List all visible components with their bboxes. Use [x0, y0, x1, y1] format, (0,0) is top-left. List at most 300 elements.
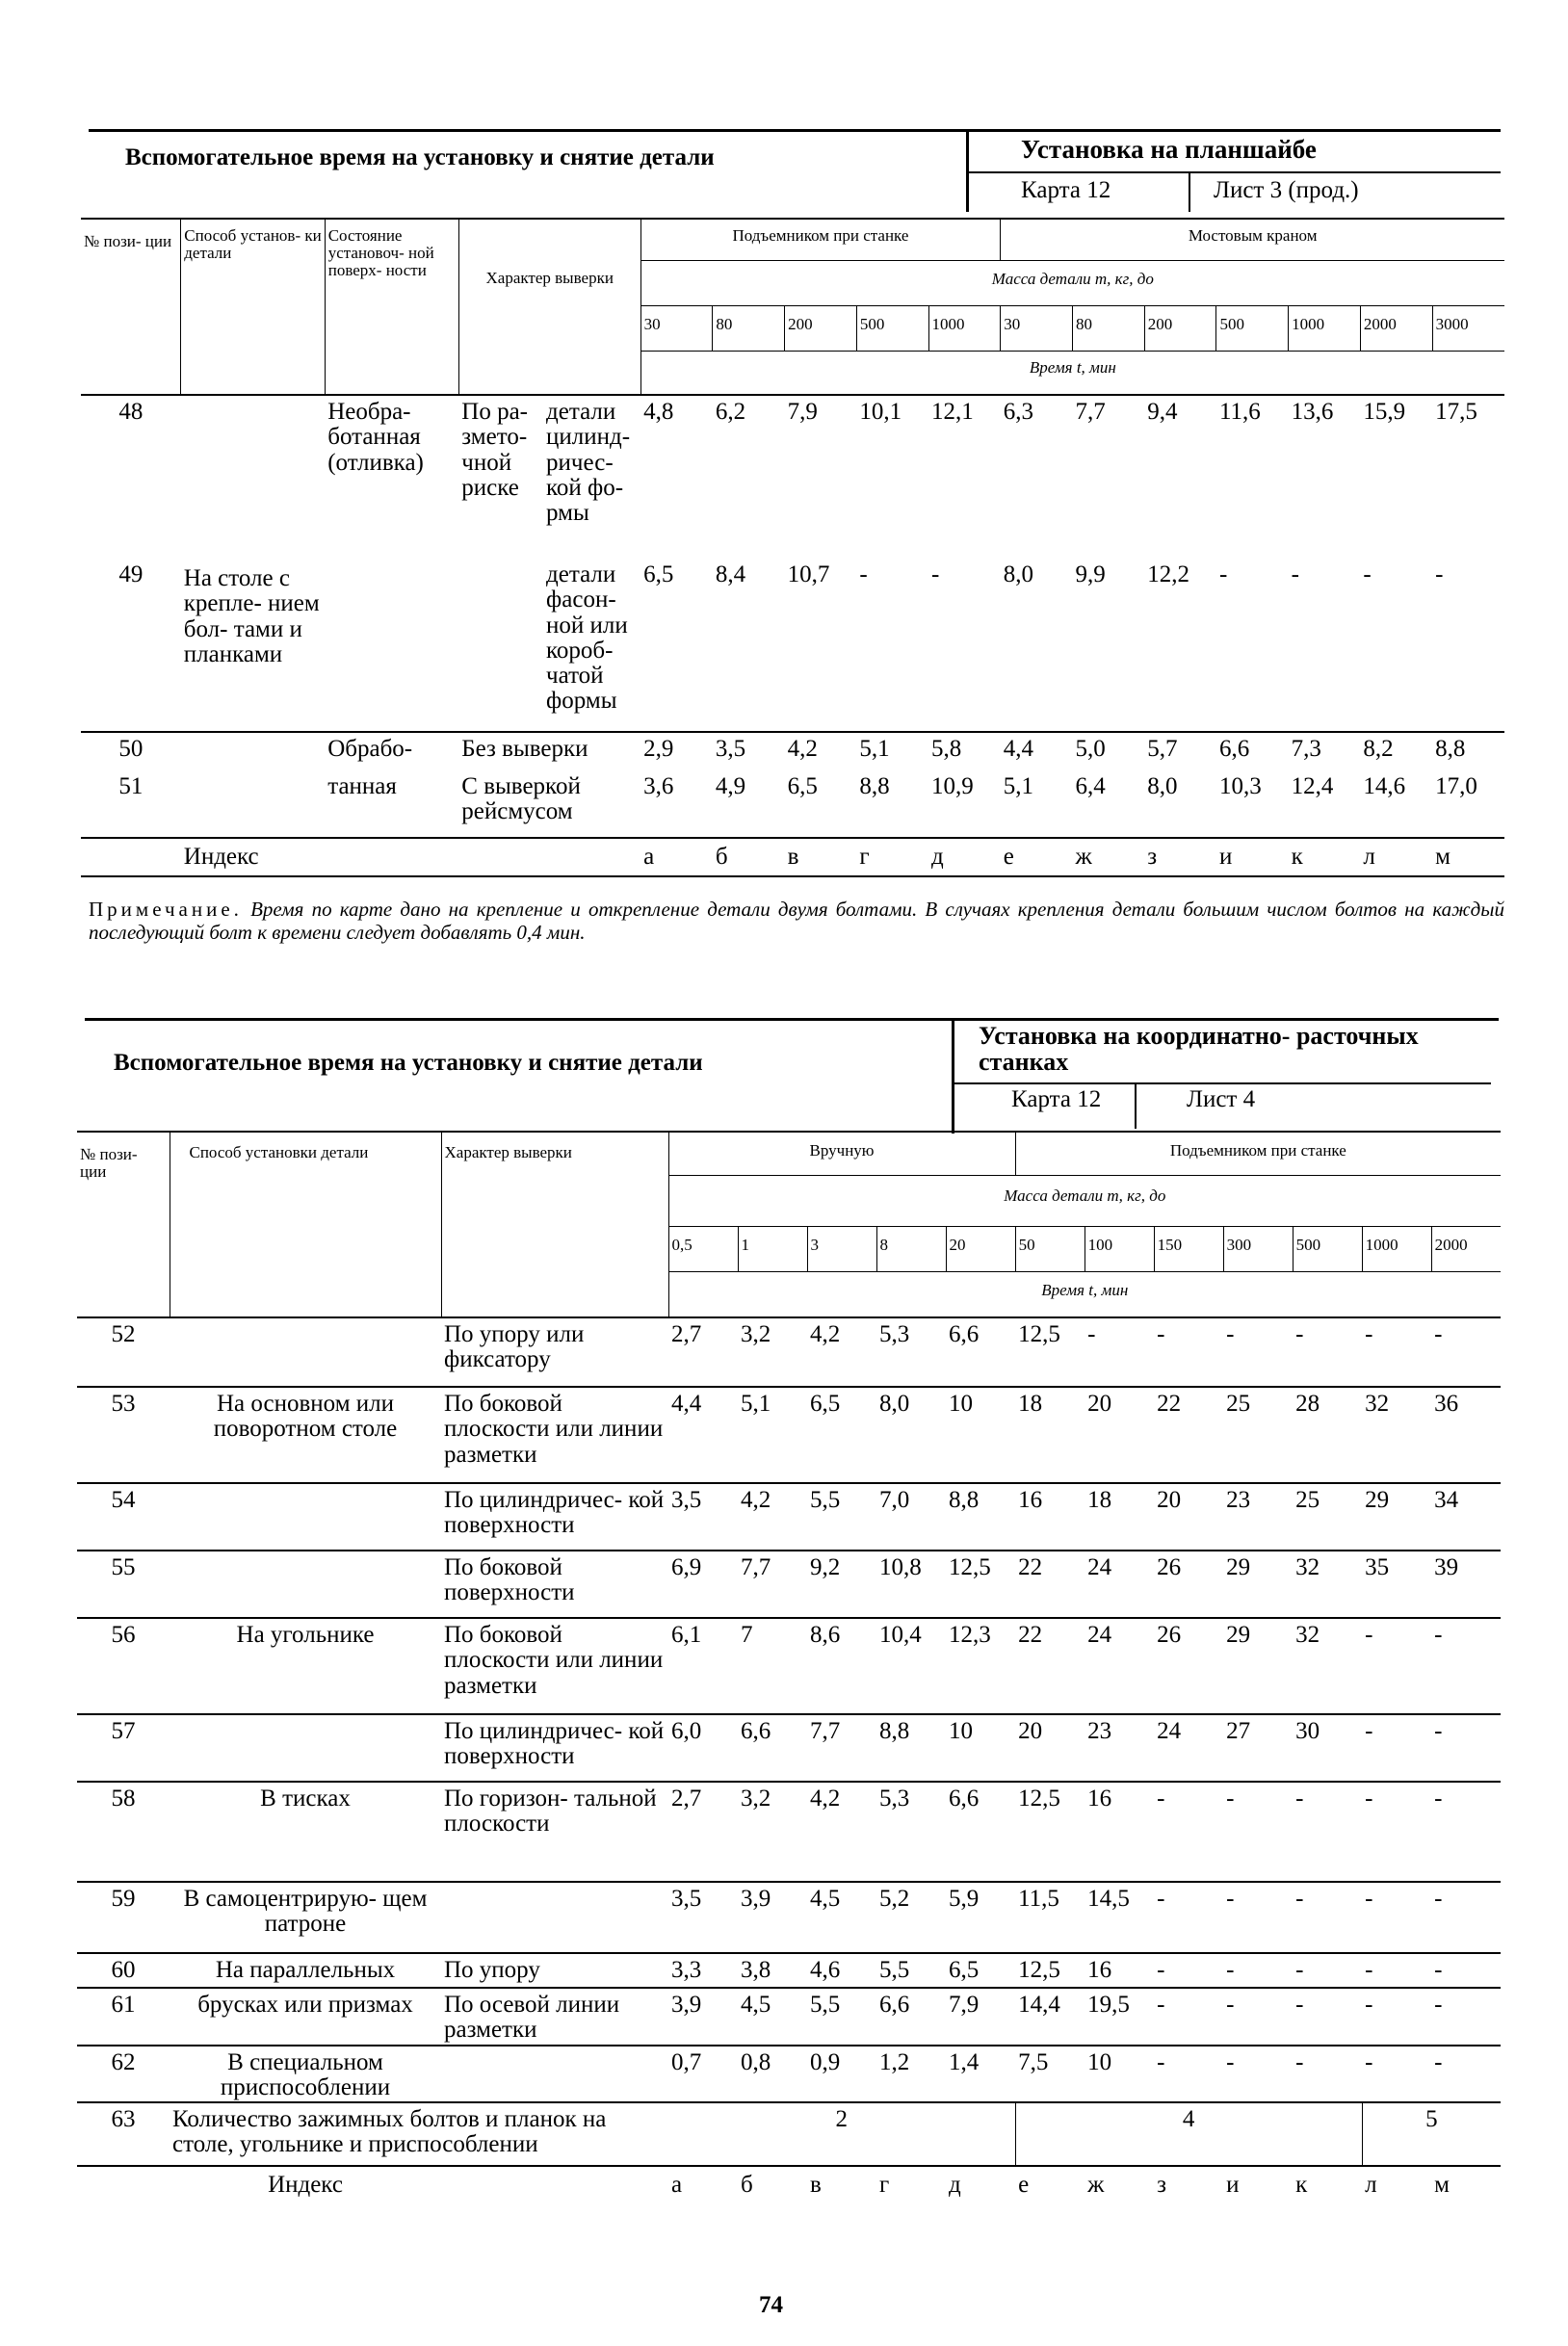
time-value: 32: [1295, 1622, 1320, 1648]
time-value: -: [1295, 2049, 1304, 2075]
time-value: 29: [1365, 1487, 1390, 1513]
table-row: [77, 1988, 1501, 2046]
time-value: 10,3: [1218, 773, 1262, 799]
install-method: На параллельных: [215, 1957, 396, 1983]
install-method: На основном или поворотном столе: [213, 1391, 398, 1443]
time-value: 19,5: [1087, 1992, 1130, 2018]
t2-block-title: Установка на координатно- расточных станках: [979, 1022, 1419, 1077]
time-value: 20: [1018, 1718, 1043, 1744]
time-value: 0,7: [671, 2049, 702, 2075]
index-letter: в: [810, 2171, 822, 2198]
time-value: -: [1295, 1786, 1304, 1812]
check-type: [458, 559, 640, 732]
time-value: 5,9: [949, 1886, 980, 1912]
time-value: -: [1087, 1321, 1096, 1347]
t2-mass-col: 2000: [1431, 1227, 1501, 1272]
t1-col-time: Время t, мин: [640, 352, 1504, 396]
check-type: По цилиндричес- кой поверхности: [444, 1487, 665, 1539]
time-value: 7,5: [1018, 2049, 1049, 2075]
install-method: [181, 732, 325, 770]
install-method: [170, 1551, 441, 1618]
time-value: 22: [1018, 1622, 1043, 1648]
position-number: 55: [111, 1554, 136, 1580]
time-value: 8,8: [879, 1718, 910, 1744]
t2-mass-col: 500: [1293, 1227, 1362, 1272]
check-type-b: детали фасон- ной или короб- чатой формы: [546, 561, 628, 715]
t2-col-time: Время t, мин: [668, 1272, 1501, 1318]
time-value: 10: [1087, 2049, 1112, 2075]
time-value: 17,0: [1435, 773, 1477, 799]
install-method: [170, 1714, 441, 1782]
time-value: 14,4: [1018, 1992, 1060, 2018]
t1-mass-col: 200: [785, 306, 857, 352]
time-value: -: [1295, 1957, 1304, 1983]
time-value: 3,5: [671, 1487, 702, 1513]
note: [89, 898, 1504, 944]
index-label: Индекс: [183, 844, 259, 870]
time-value: 11,5: [1018, 1886, 1059, 1912]
time-value: 6,5: [949, 1957, 980, 1983]
time-value: 9,9: [1075, 561, 1106, 587]
position-number: 49: [118, 561, 144, 587]
time-value: 28: [1295, 1391, 1320, 1417]
time-value: -: [1434, 2049, 1443, 2075]
time-value: -: [1365, 1957, 1373, 1983]
time-value: -: [1434, 1786, 1443, 1812]
time-value: 29: [1226, 1622, 1251, 1648]
install-method: [170, 1317, 441, 1387]
note-text: Время по карте дано на крепление и открепление детали двумя болтами. В случаях крепления детали большим числом болтов на каждый последующий болт к времени следует добавлять 0,4 мин.: [89, 898, 1504, 945]
index-letter: и: [1226, 2171, 1240, 2198]
time-value: 12,5: [1018, 1957, 1060, 1983]
time-value: 26: [1157, 1554, 1182, 1580]
time-value: -: [1157, 1886, 1165, 1912]
time-value: 6,6: [949, 1786, 980, 1812]
t1-mass-col: 200: [1144, 306, 1216, 352]
time-value: -: [1226, 1321, 1235, 1347]
check-type: По горизон- тальной плоскости: [444, 1786, 657, 1838]
time-value: -: [1434, 1957, 1443, 1983]
time-value: 4,2: [810, 1321, 841, 1347]
time-value: -: [1157, 1321, 1165, 1347]
time-value: 22: [1157, 1391, 1182, 1417]
t1-col-crane: Мостовым краном: [1001, 219, 1504, 261]
time-value: 6,1: [671, 1622, 702, 1648]
check-type: С выверкой рейсмусом: [461, 773, 581, 825]
position-number: 62: [111, 2049, 136, 2075]
time-value: -: [1365, 1718, 1373, 1744]
table-row: [77, 1882, 1501, 1953]
time-value: 10,9: [931, 773, 974, 799]
time-value: 6,4: [1075, 773, 1106, 799]
install-method: брусках или призмах: [197, 1992, 413, 2018]
time-value: 8,6: [810, 1622, 841, 1648]
time-value: 32: [1365, 1391, 1390, 1417]
time-value: -: [859, 561, 868, 587]
table-row: [77, 1551, 1501, 1618]
bolts-count-label: Количество зажимных болтов и планок на столе, угольнике и приспособлении: [172, 2105, 607, 2157]
time-value: 2,9: [643, 736, 674, 762]
time-value: 24: [1087, 1622, 1112, 1648]
time-value: 3,2: [741, 1321, 771, 1347]
time-value: 12,1: [931, 399, 974, 425]
table-row: [81, 770, 1504, 838]
table-row: [77, 1483, 1501, 1551]
table-row: [77, 2046, 1501, 2102]
time-value: 32: [1295, 1554, 1320, 1580]
time-value: -: [1434, 1718, 1443, 1744]
time-value: 4,6: [810, 1957, 841, 1983]
time-value: 36: [1434, 1391, 1459, 1417]
time-value: 10,4: [879, 1622, 922, 1648]
time-value: 3,8: [741, 1957, 771, 1983]
time-value: -: [1365, 1786, 1373, 1812]
index-letter: и: [1218, 844, 1233, 870]
time-value: -: [1434, 1992, 1443, 2018]
index-letter: а: [643, 844, 655, 870]
time-value: 0,8: [741, 2049, 771, 2075]
position-number: 58: [111, 1786, 136, 1812]
index-letter: д: [931, 844, 944, 870]
index-letter: д: [949, 2171, 961, 2198]
time-value: 10,8: [879, 1554, 922, 1580]
time-value: 8,8: [859, 773, 890, 799]
index-letter: г: [879, 2171, 890, 2198]
time-value: 6,2: [715, 399, 746, 425]
time-value: 23: [1226, 1487, 1251, 1513]
time-value: 4,4: [1003, 736, 1034, 762]
install-method: В тисках: [260, 1786, 351, 1812]
time-value: 25: [1226, 1391, 1251, 1417]
t1-block-title: Установка на планшайбе: [1021, 135, 1317, 164]
position-number: 59: [111, 1886, 136, 1912]
t2-col-method: Способ установки детали: [170, 1132, 441, 1317]
check-type: [458, 395, 640, 559]
time-value: 12,4: [1291, 773, 1334, 799]
t1-col-hoist: Подъемником при станке: [640, 219, 1001, 261]
time-value: -: [1365, 2049, 1373, 2075]
time-value: 23: [1087, 1718, 1112, 1744]
time-value: 7,7: [741, 1554, 771, 1580]
index-spacer: [81, 838, 181, 876]
time-value: 9,4: [1147, 399, 1178, 425]
index-letter: м: [1435, 844, 1450, 870]
bolts-count-a: 2: [668, 2102, 1015, 2166]
surface-state: Обрабо-: [327, 736, 413, 762]
time-value: 1,4: [949, 2049, 980, 2075]
t2-card: Карта 12: [1011, 1086, 1102, 1112]
table-row: [77, 1953, 1501, 1988]
time-value: 11,6: [1218, 399, 1261, 425]
t2-col-no: № пози- ции: [77, 1132, 170, 1317]
table-row: [77, 1317, 1501, 1387]
time-value: 12,5: [1018, 1321, 1060, 1347]
time-value: 16: [1087, 1957, 1112, 1983]
time-value: 18: [1018, 1391, 1043, 1417]
t1-col-method: Способ установ- ки детали: [181, 219, 325, 395]
check-type-a: По ра- змето- чной риске: [461, 399, 529, 501]
t1-table: [81, 218, 1504, 877]
time-value: 8,8: [949, 1487, 980, 1513]
time-value: -: [1295, 1886, 1304, 1912]
t1-mass-col: 500: [1216, 306, 1289, 352]
time-value: 2,7: [671, 1321, 702, 1347]
time-value: 12,5: [1018, 1786, 1060, 1812]
time-value: 26: [1157, 1622, 1182, 1648]
position-number: 51: [118, 773, 144, 799]
time-value: 15,9: [1363, 399, 1406, 425]
time-value: 6,9: [671, 1554, 702, 1580]
t1-mass-col: 30: [640, 306, 713, 352]
index-letter: з: [1147, 844, 1158, 870]
time-value: 5,7: [1147, 736, 1178, 762]
t2-mass-col: 1: [738, 1227, 807, 1272]
index-spacer: [325, 838, 458, 876]
t2-table: [77, 1131, 1501, 2204]
time-value: 8,0: [879, 1391, 910, 1417]
time-value: -: [1434, 1622, 1443, 1648]
time-value: -: [1157, 1957, 1165, 1983]
check-type: По цилиндричес- кой поверхности: [444, 1718, 665, 1770]
t1-mass-col: 1000: [928, 306, 1001, 352]
time-value: 24: [1087, 1554, 1112, 1580]
time-value: 22: [1018, 1554, 1043, 1580]
t2-title: Вспомогательное время на установку и снятие детали: [114, 1050, 703, 1076]
time-value: 0,9: [810, 2049, 841, 2075]
time-value: 14,6: [1363, 773, 1406, 799]
time-value: 12,3: [949, 1622, 991, 1648]
time-value: 10: [949, 1718, 973, 1744]
t2-col-mass: Масса детали m, кг, до: [668, 1176, 1501, 1227]
index-letter: б: [741, 2171, 753, 2198]
index-label: Индекс: [268, 2171, 343, 2198]
time-value: 5,3: [879, 1321, 910, 1347]
time-value: 10,1: [859, 399, 902, 425]
position-number: 57: [111, 1718, 136, 1744]
t1-col-state: Состояние установоч- ной поверх- ности: [325, 219, 458, 395]
t2-mass-col: 1000: [1362, 1227, 1431, 1272]
t2-sheet: Лист 4: [1187, 1086, 1256, 1112]
install-method: [181, 770, 325, 838]
time-value: 7,3: [1291, 736, 1321, 762]
time-value: 3,6: [643, 773, 674, 799]
time-value: -: [1295, 1321, 1304, 1347]
check-type: По упору или фиксатору: [444, 1321, 585, 1373]
time-value: 29: [1226, 1554, 1251, 1580]
time-value: 17,5: [1435, 399, 1477, 425]
time-value: 3,9: [741, 1886, 771, 1912]
time-value: 6,3: [1003, 399, 1034, 425]
bolts-count-c: 5: [1425, 2105, 1438, 2132]
install-method: На угольнике: [236, 1622, 375, 1648]
time-value: 6,5: [810, 1391, 841, 1417]
time-value: 27: [1226, 1718, 1251, 1744]
time-value: 6,0: [671, 1718, 702, 1744]
time-value: 10,7: [787, 561, 830, 587]
t1-mass-col: 2000: [1360, 306, 1432, 352]
check-type-b: детали цилинд- ричес- кой фо- рмы: [546, 399, 631, 526]
time-value: -: [1226, 1957, 1235, 1983]
t2-mass-col: 8: [876, 1227, 946, 1272]
time-value: 14,5: [1087, 1886, 1130, 1912]
time-value: 7,0: [879, 1487, 910, 1513]
time-value: 5,5: [810, 1992, 841, 2018]
t1-mass-col: 80: [713, 306, 785, 352]
time-value: 4,5: [741, 1992, 771, 2018]
time-value: -: [1434, 1321, 1443, 1347]
surface-state: танная: [327, 773, 397, 799]
time-value: 7,7: [1075, 399, 1106, 425]
table-row: [77, 1714, 1501, 1782]
index-letter: ж: [1075, 844, 1092, 870]
t1-card: Карта 12: [1021, 177, 1111, 203]
t2-col-manual: Вручную: [668, 1132, 1015, 1176]
t2-mass-col: 0,5: [668, 1227, 738, 1272]
t1-mass-col: 500: [856, 306, 928, 352]
surface-state: Необра- ботанная (отливка): [327, 399, 424, 476]
install-method: На столе с крепле- нием бол- тами и планками: [183, 565, 320, 667]
index-spacer: [77, 2166, 170, 2204]
time-value: 39: [1434, 1554, 1459, 1580]
time-value: 4,2: [787, 736, 818, 762]
index-letter: з: [1157, 2171, 1166, 2198]
bolts-count-b: 4: [1015, 2102, 1362, 2166]
page-number: 74: [759, 2292, 783, 2318]
time-value: 4,9: [715, 773, 746, 799]
time-value: -: [1226, 1992, 1235, 2018]
check-type: По боковой плоскости или линии разметки: [444, 1622, 664, 1699]
t2-mass-col: 100: [1085, 1227, 1154, 1272]
t1-col-mass: Масса детали m, кг, до: [640, 261, 1504, 306]
index-letter: к: [1295, 2171, 1308, 2198]
surface-state: [325, 559, 458, 732]
index-letter: л: [1363, 844, 1375, 870]
time-value: 5,1: [1003, 773, 1034, 799]
time-value: 4,4: [671, 1391, 702, 1417]
t1-mass-col: 1000: [1289, 306, 1361, 352]
position-number: 48: [118, 399, 144, 425]
time-value: 5,0: [1075, 736, 1106, 762]
t1-mass-col: 80: [1073, 306, 1145, 352]
t1-mass-col: 30: [1001, 306, 1073, 352]
time-value: 16: [1087, 1786, 1112, 1812]
time-value: 13,6: [1291, 399, 1334, 425]
time-value: 5,2: [879, 1886, 910, 1912]
check-type: По осевой линии разметки: [444, 1992, 620, 2044]
t2-mass-col: 20: [946, 1227, 1015, 1272]
time-value: -: [1218, 561, 1228, 587]
time-value: 4,5: [810, 1886, 841, 1912]
time-value: 5,3: [879, 1786, 910, 1812]
time-value: 8,0: [1003, 561, 1034, 587]
t1-col-no: № пози- ции: [81, 219, 181, 395]
position-number: 53: [111, 1391, 136, 1417]
time-value: 2,7: [671, 1786, 702, 1812]
position-number: 61: [111, 1992, 136, 2018]
time-value: -: [1434, 1886, 1443, 1912]
time-value: -: [1365, 1886, 1373, 1912]
time-value: -: [1226, 2049, 1235, 2075]
time-value: -: [1226, 1886, 1235, 1912]
index-letter: л: [1365, 2171, 1377, 2198]
time-value: 8,8: [1435, 736, 1466, 762]
t2-col-hoist: Подъемником при станке: [1015, 1132, 1501, 1176]
install-method: [170, 1483, 441, 1551]
position-number: 54: [111, 1487, 136, 1513]
time-value: 16: [1018, 1487, 1043, 1513]
t2-mass-col: 3: [807, 1227, 876, 1272]
check-type: По боковой поверхности: [444, 1554, 575, 1606]
time-value: 25: [1295, 1487, 1320, 1513]
time-value: -: [1365, 1992, 1373, 2018]
time-value: 7,9: [787, 399, 818, 425]
time-value: 7: [741, 1622, 753, 1648]
index-letter: а: [671, 2171, 683, 2198]
time-value: 6,5: [787, 773, 818, 799]
time-value: 5,5: [810, 1487, 841, 1513]
install-method: В самоцентрирую- щем патроне: [183, 1886, 428, 1938]
time-value: -: [1365, 1622, 1373, 1648]
t1-title: Вспомогательное время на установку и снятие детали: [125, 144, 715, 170]
t2-col-check: Характер выверки: [441, 1132, 668, 1317]
time-value: 6,6: [741, 1718, 771, 1744]
time-value: 20: [1157, 1487, 1182, 1513]
time-value: -: [1157, 1992, 1165, 2018]
position-number: 50: [118, 736, 144, 762]
index-letter: ж: [1087, 2171, 1105, 2198]
time-value: 35: [1365, 1554, 1390, 1580]
index-letter: в: [787, 844, 799, 870]
table-row: [77, 1782, 1501, 1882]
time-value: 6,5: [643, 561, 674, 587]
index-letter: е: [1018, 2171, 1030, 2198]
time-value: 5,1: [859, 736, 890, 762]
time-value: 4,2: [810, 1786, 841, 1812]
position-number: 60: [111, 1957, 136, 1983]
time-value: -: [1295, 1992, 1304, 2018]
time-value: 5,5: [879, 1957, 910, 1983]
index-letter: м: [1434, 2171, 1450, 2198]
position-number: 52: [111, 1321, 136, 1347]
position-number: 56: [111, 1622, 136, 1648]
time-value: 3,2: [741, 1786, 771, 1812]
time-value: 5,8: [931, 736, 962, 762]
install-method: [181, 395, 325, 559]
table-row: [81, 732, 1504, 770]
time-value: 6,6: [949, 1321, 980, 1347]
time-value: 10: [949, 1391, 973, 1417]
time-value: 20: [1087, 1391, 1112, 1417]
position-number: 63: [111, 2105, 136, 2132]
t2-mass-col: 50: [1015, 1227, 1085, 1272]
time-value: 4,2: [741, 1487, 771, 1513]
check-type: Без выверки: [461, 736, 588, 762]
time-value: 5,1: [741, 1391, 771, 1417]
time-value: -: [1157, 1786, 1165, 1812]
check-type: [441, 2046, 668, 2102]
index-letter: б: [715, 844, 728, 870]
table-row: [81, 395, 1504, 559]
index-spacer: [458, 838, 640, 876]
t2-mass-col: 300: [1223, 1227, 1293, 1272]
time-value: 6,6: [1218, 736, 1250, 762]
time-value: 8,4: [715, 561, 746, 587]
time-value: -: [1363, 561, 1372, 587]
time-value: 7,9: [949, 1992, 980, 2018]
time-value: -: [1157, 2049, 1165, 2075]
t1-col-check: Характер выверки: [458, 219, 640, 395]
time-value: 3,3: [671, 1957, 702, 1983]
